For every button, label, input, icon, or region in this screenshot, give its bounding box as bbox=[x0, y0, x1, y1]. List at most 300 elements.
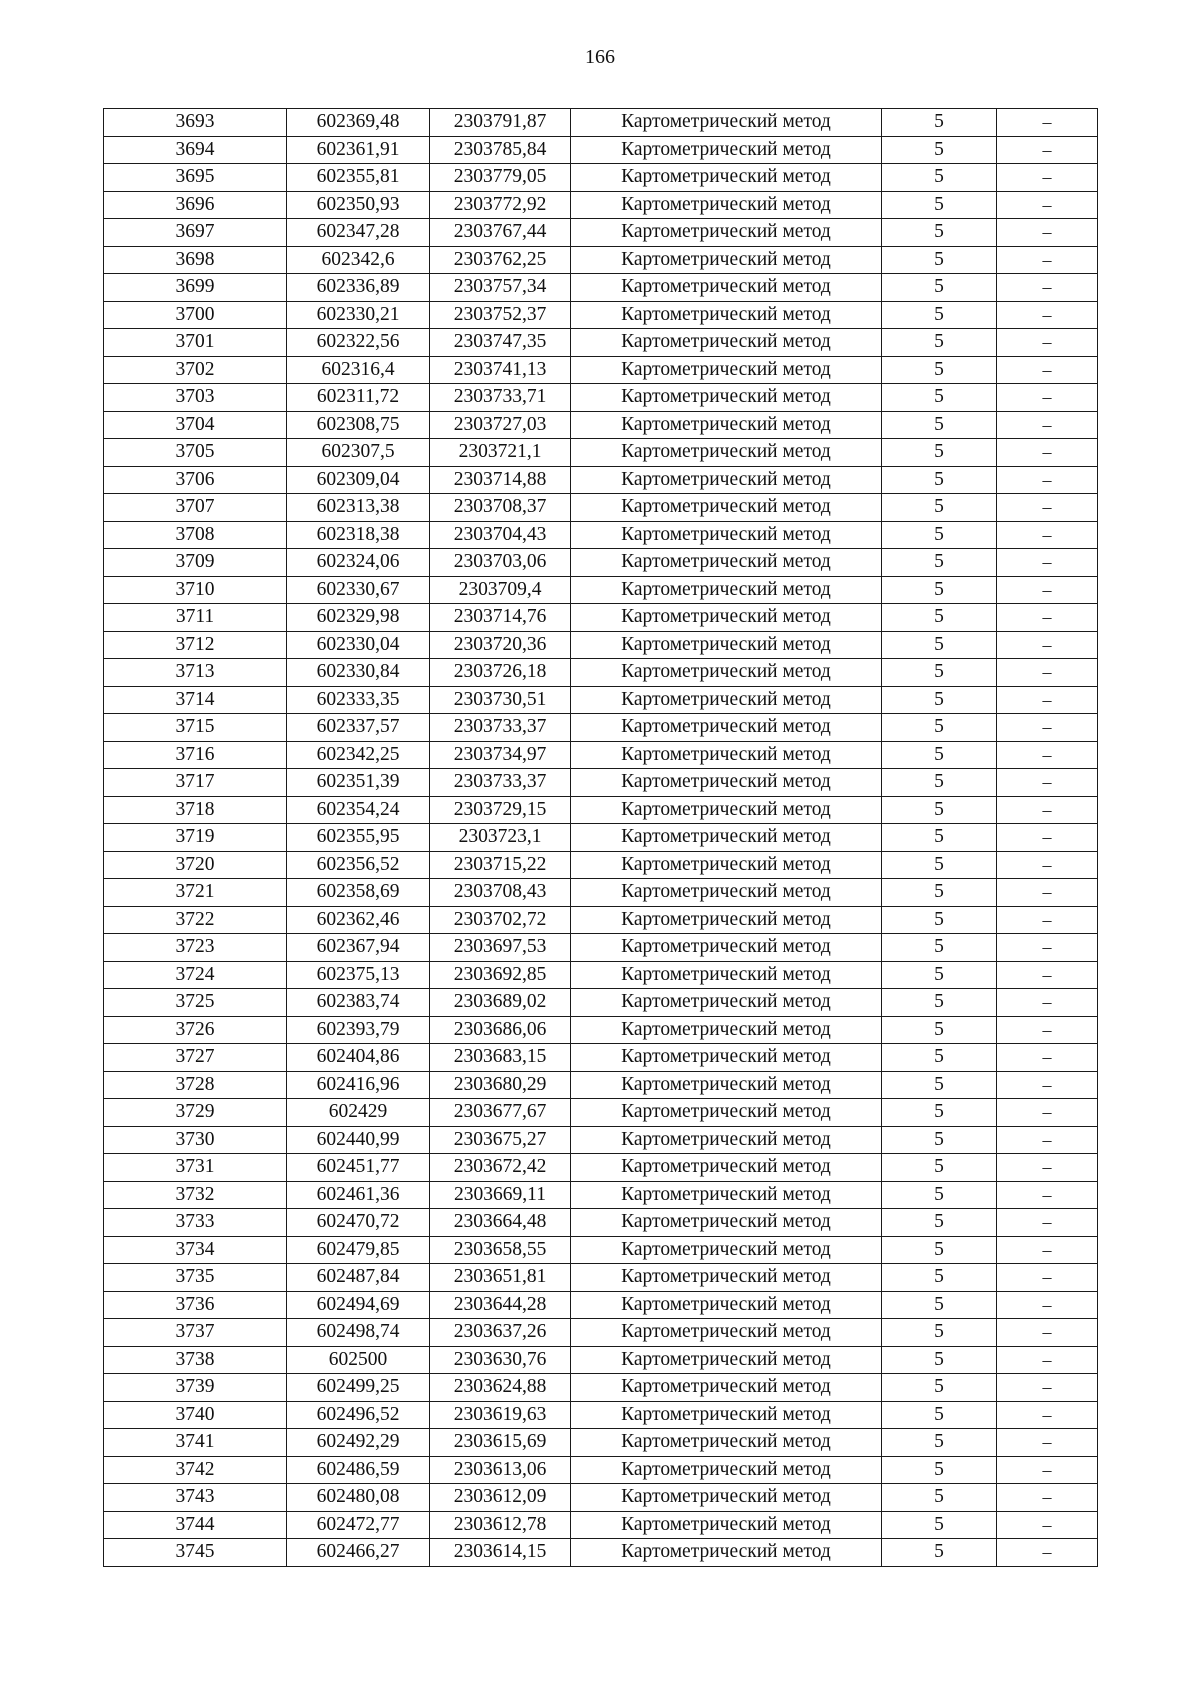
accuracy-cell: 5 bbox=[882, 411, 997, 439]
note-cell: – bbox=[997, 164, 1098, 192]
accuracy-cell: 5 bbox=[882, 521, 997, 549]
accuracy-cell: 5 bbox=[882, 604, 997, 632]
y-coordinate-cell: 2303644,28 bbox=[430, 1291, 571, 1319]
x-coordinate-cell: 602355,95 bbox=[287, 824, 430, 852]
table-row bbox=[104, 136, 1098, 164]
x-coordinate-cell: 602451,77 bbox=[287, 1154, 430, 1182]
point-number-cell: 3729 bbox=[104, 1099, 287, 1127]
accuracy-cell: 5 bbox=[882, 356, 997, 384]
accuracy-cell: 5 bbox=[882, 246, 997, 274]
x-coordinate-cell: 602492,29 bbox=[287, 1429, 430, 1457]
method-cell: Картометрический метод bbox=[571, 494, 882, 522]
x-coordinate-cell: 602494,69 bbox=[287, 1291, 430, 1319]
y-coordinate-cell: 2303714,88 bbox=[430, 466, 571, 494]
table-row bbox=[104, 1401, 1098, 1429]
note-cell: – bbox=[997, 274, 1098, 302]
accuracy-cell: 5 bbox=[882, 1264, 997, 1292]
point-number-cell: 3702 bbox=[104, 356, 287, 384]
point-number-cell: 3723 bbox=[104, 934, 287, 962]
point-number-cell: 3739 bbox=[104, 1374, 287, 1402]
y-coordinate-cell: 2303730,51 bbox=[430, 686, 571, 714]
point-number-cell: 3722 bbox=[104, 906, 287, 934]
y-coordinate-cell: 2303791,87 bbox=[430, 109, 571, 137]
point-number-cell: 3696 bbox=[104, 191, 287, 219]
point-number-cell: 3737 bbox=[104, 1319, 287, 1347]
note-cell: – bbox=[997, 466, 1098, 494]
accuracy-cell: 5 bbox=[882, 549, 997, 577]
method-cell: Картометрический метод bbox=[571, 439, 882, 467]
note-cell: – bbox=[997, 1044, 1098, 1072]
note-cell: – bbox=[997, 576, 1098, 604]
x-coordinate-cell: 602499,25 bbox=[287, 1374, 430, 1402]
method-cell: Картометрический метод bbox=[571, 411, 882, 439]
y-coordinate-cell: 2303680,29 bbox=[430, 1071, 571, 1099]
x-coordinate-cell: 602342,25 bbox=[287, 741, 430, 769]
x-coordinate-cell: 602487,84 bbox=[287, 1264, 430, 1292]
x-coordinate-cell: 602375,13 bbox=[287, 961, 430, 989]
table-row bbox=[104, 851, 1098, 879]
x-coordinate-cell: 602330,21 bbox=[287, 301, 430, 329]
y-coordinate-cell: 2303757,34 bbox=[430, 274, 571, 302]
point-number-cell: 3701 bbox=[104, 329, 287, 357]
note-cell: – bbox=[997, 356, 1098, 384]
coordinates-table bbox=[103, 108, 1098, 1567]
point-number-cell: 3714 bbox=[104, 686, 287, 714]
point-number-cell: 3740 bbox=[104, 1401, 287, 1429]
x-coordinate-cell: 602337,57 bbox=[287, 714, 430, 742]
note-cell: – bbox=[997, 1429, 1098, 1457]
accuracy-cell: 5 bbox=[882, 796, 997, 824]
table-row bbox=[104, 1071, 1098, 1099]
y-coordinate-cell: 2303752,37 bbox=[430, 301, 571, 329]
accuracy-cell: 5 bbox=[882, 1429, 997, 1457]
x-coordinate-cell: 602466,27 bbox=[287, 1539, 430, 1567]
point-number-cell: 3736 bbox=[104, 1291, 287, 1319]
point-number-cell: 3699 bbox=[104, 274, 287, 302]
note-cell: – bbox=[997, 1374, 1098, 1402]
accuracy-cell: 5 bbox=[882, 1539, 997, 1567]
table-row bbox=[104, 1319, 1098, 1347]
note-cell: – bbox=[997, 906, 1098, 934]
y-coordinate-cell: 2303658,55 bbox=[430, 1236, 571, 1264]
note-cell: – bbox=[997, 1484, 1098, 1512]
accuracy-cell: 5 bbox=[882, 1236, 997, 1264]
point-number-cell: 3744 bbox=[104, 1511, 287, 1539]
note-cell: – bbox=[997, 769, 1098, 797]
y-coordinate-cell: 2303637,26 bbox=[430, 1319, 571, 1347]
table-row bbox=[104, 1044, 1098, 1072]
accuracy-cell: 5 bbox=[882, 109, 997, 137]
table-row bbox=[104, 714, 1098, 742]
method-cell: Картометрический метод bbox=[571, 1264, 882, 1292]
y-coordinate-cell: 2303733,37 bbox=[430, 769, 571, 797]
method-cell: Картометрический метод bbox=[571, 934, 882, 962]
point-number-cell: 3730 bbox=[104, 1126, 287, 1154]
note-cell: – bbox=[997, 1291, 1098, 1319]
point-number-cell: 3731 bbox=[104, 1154, 287, 1182]
y-coordinate-cell: 2303723,1 bbox=[430, 824, 571, 852]
x-coordinate-cell: 602416,96 bbox=[287, 1071, 430, 1099]
x-coordinate-cell: 602324,06 bbox=[287, 549, 430, 577]
table-row bbox=[104, 686, 1098, 714]
accuracy-cell: 5 bbox=[882, 329, 997, 357]
point-number-cell: 3734 bbox=[104, 1236, 287, 1264]
note-cell: – bbox=[997, 521, 1098, 549]
accuracy-cell: 5 bbox=[882, 136, 997, 164]
note-cell: – bbox=[997, 1181, 1098, 1209]
table-row bbox=[104, 1374, 1098, 1402]
note-cell: – bbox=[997, 219, 1098, 247]
point-number-cell: 3735 bbox=[104, 1264, 287, 1292]
accuracy-cell: 5 bbox=[882, 659, 997, 687]
x-coordinate-cell: 602472,77 bbox=[287, 1511, 430, 1539]
note-cell: – bbox=[997, 631, 1098, 659]
table-body bbox=[104, 109, 1098, 1567]
method-cell: Картометрический метод bbox=[571, 1154, 882, 1182]
method-cell: Картометрический метод bbox=[571, 1346, 882, 1374]
table-row bbox=[104, 741, 1098, 769]
method-cell: Картометрический метод bbox=[571, 1401, 882, 1429]
table-row bbox=[104, 1126, 1098, 1154]
point-number-cell: 3728 bbox=[104, 1071, 287, 1099]
table-row bbox=[104, 439, 1098, 467]
method-cell: Картометрический метод bbox=[571, 1209, 882, 1237]
method-cell: Картометрический метод bbox=[571, 1126, 882, 1154]
method-cell: Картометрический метод bbox=[571, 989, 882, 1017]
accuracy-cell: 5 bbox=[882, 1016, 997, 1044]
method-cell: Картометрический метод bbox=[571, 384, 882, 412]
y-coordinate-cell: 2303715,22 bbox=[430, 851, 571, 879]
y-coordinate-cell: 2303741,13 bbox=[430, 356, 571, 384]
table-row bbox=[104, 1484, 1098, 1512]
note-cell: – bbox=[997, 934, 1098, 962]
method-cell: Картометрический метод bbox=[571, 769, 882, 797]
note-cell: – bbox=[997, 1099, 1098, 1127]
x-coordinate-cell: 602383,74 bbox=[287, 989, 430, 1017]
point-number-cell: 3727 bbox=[104, 1044, 287, 1072]
method-cell: Картометрический метод bbox=[571, 191, 882, 219]
point-number-cell: 3695 bbox=[104, 164, 287, 192]
method-cell: Картометрический метод bbox=[571, 1539, 882, 1567]
table-row bbox=[104, 521, 1098, 549]
x-coordinate-cell: 602318,38 bbox=[287, 521, 430, 549]
y-coordinate-cell: 2303733,71 bbox=[430, 384, 571, 412]
method-cell: Картометрический метод bbox=[571, 796, 882, 824]
method-cell: Картометрический метод bbox=[571, 1016, 882, 1044]
y-coordinate-cell: 2303677,67 bbox=[430, 1099, 571, 1127]
y-coordinate-cell: 2303612,78 bbox=[430, 1511, 571, 1539]
accuracy-cell: 5 bbox=[882, 191, 997, 219]
method-cell: Картометрический метод bbox=[571, 1099, 882, 1127]
x-coordinate-cell: 602500 bbox=[287, 1346, 430, 1374]
x-coordinate-cell: 602470,72 bbox=[287, 1209, 430, 1237]
x-coordinate-cell: 602361,91 bbox=[287, 136, 430, 164]
x-coordinate-cell: 602330,67 bbox=[287, 576, 430, 604]
x-coordinate-cell: 602333,35 bbox=[287, 686, 430, 714]
point-number-cell: 3741 bbox=[104, 1429, 287, 1457]
accuracy-cell: 5 bbox=[882, 1209, 997, 1237]
note-cell: – bbox=[997, 961, 1098, 989]
y-coordinate-cell: 2303767,44 bbox=[430, 219, 571, 247]
accuracy-cell: 5 bbox=[882, 1374, 997, 1402]
table-row bbox=[104, 1236, 1098, 1264]
y-coordinate-cell: 2303704,43 bbox=[430, 521, 571, 549]
accuracy-cell: 5 bbox=[882, 851, 997, 879]
note-cell: – bbox=[997, 109, 1098, 137]
accuracy-cell: 5 bbox=[882, 494, 997, 522]
note-cell: – bbox=[997, 411, 1098, 439]
table-row bbox=[104, 164, 1098, 192]
y-coordinate-cell: 2303703,06 bbox=[430, 549, 571, 577]
accuracy-cell: 5 bbox=[882, 1484, 997, 1512]
point-number-cell: 3738 bbox=[104, 1346, 287, 1374]
y-coordinate-cell: 2303624,88 bbox=[430, 1374, 571, 1402]
method-cell: Картометрический метод bbox=[571, 1181, 882, 1209]
y-coordinate-cell: 2303615,69 bbox=[430, 1429, 571, 1457]
table-row bbox=[104, 906, 1098, 934]
point-number-cell: 3708 bbox=[104, 521, 287, 549]
y-coordinate-cell: 2303721,1 bbox=[430, 439, 571, 467]
point-number-cell: 3733 bbox=[104, 1209, 287, 1237]
method-cell: Картометрический метод bbox=[571, 356, 882, 384]
table-row bbox=[104, 494, 1098, 522]
accuracy-cell: 5 bbox=[882, 824, 997, 852]
point-number-cell: 3721 bbox=[104, 879, 287, 907]
x-coordinate-cell: 602309,04 bbox=[287, 466, 430, 494]
note-cell: – bbox=[997, 879, 1098, 907]
method-cell: Картометрический метод bbox=[571, 1374, 882, 1402]
accuracy-cell: 5 bbox=[882, 1291, 997, 1319]
table-row bbox=[104, 549, 1098, 577]
accuracy-cell: 5 bbox=[882, 1511, 997, 1539]
method-cell: Картометрический метод bbox=[571, 961, 882, 989]
method-cell: Картометрический метод bbox=[571, 274, 882, 302]
method-cell: Картометрический метод bbox=[571, 879, 882, 907]
note-cell: – bbox=[997, 796, 1098, 824]
method-cell: Картометрический метод bbox=[571, 1511, 882, 1539]
y-coordinate-cell: 2303785,84 bbox=[430, 136, 571, 164]
method-cell: Картометрический метод bbox=[571, 549, 882, 577]
x-coordinate-cell: 602362,46 bbox=[287, 906, 430, 934]
y-coordinate-cell: 2303727,03 bbox=[430, 411, 571, 439]
y-coordinate-cell: 2303612,09 bbox=[430, 1484, 571, 1512]
accuracy-cell: 5 bbox=[882, 301, 997, 329]
method-cell: Картометрический метод bbox=[571, 164, 882, 192]
note-cell: – bbox=[997, 1346, 1098, 1374]
table-row bbox=[104, 934, 1098, 962]
table-row bbox=[104, 466, 1098, 494]
table-row bbox=[104, 1099, 1098, 1127]
y-coordinate-cell: 2303669,11 bbox=[430, 1181, 571, 1209]
note-cell: – bbox=[997, 1154, 1098, 1182]
accuracy-cell: 5 bbox=[882, 906, 997, 934]
accuracy-cell: 5 bbox=[882, 1401, 997, 1429]
point-number-cell: 3743 bbox=[104, 1484, 287, 1512]
accuracy-cell: 5 bbox=[882, 1346, 997, 1374]
method-cell: Картометрический метод bbox=[571, 1071, 882, 1099]
table-row bbox=[104, 329, 1098, 357]
method-cell: Картометрический метод bbox=[571, 136, 882, 164]
accuracy-cell: 5 bbox=[882, 1044, 997, 1072]
method-cell: Картометрический метод bbox=[571, 109, 882, 137]
point-number-cell: 3698 bbox=[104, 246, 287, 274]
x-coordinate-cell: 602311,72 bbox=[287, 384, 430, 412]
note-cell: – bbox=[997, 191, 1098, 219]
table-row bbox=[104, 879, 1098, 907]
y-coordinate-cell: 2303683,15 bbox=[430, 1044, 571, 1072]
x-coordinate-cell: 602479,85 bbox=[287, 1236, 430, 1264]
table-row bbox=[104, 824, 1098, 852]
table-row bbox=[104, 631, 1098, 659]
table-row bbox=[104, 1456, 1098, 1484]
table-row bbox=[104, 1154, 1098, 1182]
point-number-cell: 3715 bbox=[104, 714, 287, 742]
method-cell: Картометрический метод bbox=[571, 466, 882, 494]
y-coordinate-cell: 2303689,02 bbox=[430, 989, 571, 1017]
accuracy-cell: 5 bbox=[882, 989, 997, 1017]
note-cell: – bbox=[997, 1511, 1098, 1539]
point-number-cell: 3694 bbox=[104, 136, 287, 164]
note-cell: – bbox=[997, 1126, 1098, 1154]
x-coordinate-cell: 602316,4 bbox=[287, 356, 430, 384]
point-number-cell: 3716 bbox=[104, 741, 287, 769]
x-coordinate-cell: 602496,52 bbox=[287, 1401, 430, 1429]
note-cell: – bbox=[997, 301, 1098, 329]
method-cell: Картометрический метод bbox=[571, 659, 882, 687]
y-coordinate-cell: 2303619,63 bbox=[430, 1401, 571, 1429]
note-cell: – bbox=[997, 824, 1098, 852]
method-cell: Картометрический метод bbox=[571, 741, 882, 769]
x-coordinate-cell: 602356,52 bbox=[287, 851, 430, 879]
table-row bbox=[104, 219, 1098, 247]
note-cell: – bbox=[997, 989, 1098, 1017]
x-coordinate-cell: 602347,28 bbox=[287, 219, 430, 247]
note-cell: – bbox=[997, 851, 1098, 879]
accuracy-cell: 5 bbox=[882, 714, 997, 742]
y-coordinate-cell: 2303729,15 bbox=[430, 796, 571, 824]
point-number-cell: 3718 bbox=[104, 796, 287, 824]
method-cell: Картометрический метод bbox=[571, 219, 882, 247]
x-coordinate-cell: 602393,79 bbox=[287, 1016, 430, 1044]
accuracy-cell: 5 bbox=[882, 1456, 997, 1484]
y-coordinate-cell: 2303630,76 bbox=[430, 1346, 571, 1374]
point-number-cell: 3700 bbox=[104, 301, 287, 329]
accuracy-cell: 5 bbox=[882, 934, 997, 962]
method-cell: Картометрический метод bbox=[571, 1044, 882, 1072]
point-number-cell: 3732 bbox=[104, 1181, 287, 1209]
x-coordinate-cell: 602342,6 bbox=[287, 246, 430, 274]
y-coordinate-cell: 2303664,48 bbox=[430, 1209, 571, 1237]
method-cell: Картометрический метод bbox=[571, 1484, 882, 1512]
x-coordinate-cell: 602480,08 bbox=[287, 1484, 430, 1512]
note-cell: – bbox=[997, 1264, 1098, 1292]
point-number-cell: 3693 bbox=[104, 109, 287, 137]
y-coordinate-cell: 2303708,37 bbox=[430, 494, 571, 522]
x-coordinate-cell: 602486,59 bbox=[287, 1456, 430, 1484]
accuracy-cell: 5 bbox=[882, 439, 997, 467]
accuracy-cell: 5 bbox=[882, 1071, 997, 1099]
x-coordinate-cell: 602329,98 bbox=[287, 604, 430, 632]
y-coordinate-cell: 2303762,25 bbox=[430, 246, 571, 274]
note-cell: – bbox=[997, 714, 1098, 742]
method-cell: Картометрический метод bbox=[571, 576, 882, 604]
note-cell: – bbox=[997, 439, 1098, 467]
point-number-cell: 3704 bbox=[104, 411, 287, 439]
y-coordinate-cell: 2303702,72 bbox=[430, 906, 571, 934]
y-coordinate-cell: 2303709,4 bbox=[430, 576, 571, 604]
accuracy-cell: 5 bbox=[882, 1154, 997, 1182]
note-cell: – bbox=[997, 1209, 1098, 1237]
y-coordinate-cell: 2303692,85 bbox=[430, 961, 571, 989]
note-cell: – bbox=[997, 604, 1098, 632]
point-number-cell: 3703 bbox=[104, 384, 287, 412]
method-cell: Картометрический метод bbox=[571, 851, 882, 879]
accuracy-cell: 5 bbox=[882, 686, 997, 714]
page-number: 166 bbox=[585, 46, 615, 68]
point-number-cell: 3719 bbox=[104, 824, 287, 852]
table-row bbox=[104, 796, 1098, 824]
y-coordinate-cell: 2303614,15 bbox=[430, 1539, 571, 1567]
point-number-cell: 3707 bbox=[104, 494, 287, 522]
accuracy-cell: 5 bbox=[882, 576, 997, 604]
y-coordinate-cell: 2303734,97 bbox=[430, 741, 571, 769]
point-number-cell: 3706 bbox=[104, 466, 287, 494]
x-coordinate-cell: 602355,81 bbox=[287, 164, 430, 192]
table-row bbox=[104, 604, 1098, 632]
point-number-cell: 3742 bbox=[104, 1456, 287, 1484]
accuracy-cell: 5 bbox=[882, 466, 997, 494]
x-coordinate-cell: 602322,56 bbox=[287, 329, 430, 357]
y-coordinate-cell: 2303672,42 bbox=[430, 1154, 571, 1182]
x-coordinate-cell: 602461,36 bbox=[287, 1181, 430, 1209]
method-cell: Картометрический метод bbox=[571, 604, 882, 632]
accuracy-cell: 5 bbox=[882, 384, 997, 412]
note-cell: – bbox=[997, 246, 1098, 274]
accuracy-cell: 5 bbox=[882, 961, 997, 989]
table-row bbox=[104, 1291, 1098, 1319]
table-row bbox=[104, 576, 1098, 604]
accuracy-cell: 5 bbox=[882, 741, 997, 769]
note-cell: – bbox=[997, 494, 1098, 522]
point-number-cell: 3717 bbox=[104, 769, 287, 797]
note-cell: – bbox=[997, 329, 1098, 357]
x-coordinate-cell: 602330,04 bbox=[287, 631, 430, 659]
point-number-cell: 3725 bbox=[104, 989, 287, 1017]
point-number-cell: 3720 bbox=[104, 851, 287, 879]
x-coordinate-cell: 602369,48 bbox=[287, 109, 430, 137]
method-cell: Картометрический метод bbox=[571, 1236, 882, 1264]
accuracy-cell: 5 bbox=[882, 631, 997, 659]
y-coordinate-cell: 2303697,53 bbox=[430, 934, 571, 962]
y-coordinate-cell: 2303708,43 bbox=[430, 879, 571, 907]
x-coordinate-cell: 602358,69 bbox=[287, 879, 430, 907]
y-coordinate-cell: 2303733,37 bbox=[430, 714, 571, 742]
method-cell: Картометрический метод bbox=[571, 301, 882, 329]
note-cell: – bbox=[997, 1319, 1098, 1347]
table-row bbox=[104, 109, 1098, 137]
point-number-cell: 3705 bbox=[104, 439, 287, 467]
accuracy-cell: 5 bbox=[882, 769, 997, 797]
note-cell: – bbox=[997, 1539, 1098, 1567]
table-row bbox=[104, 1346, 1098, 1374]
table-row bbox=[104, 274, 1098, 302]
table-row bbox=[104, 301, 1098, 329]
point-number-cell: 3710 bbox=[104, 576, 287, 604]
table-row bbox=[104, 769, 1098, 797]
point-number-cell: 3711 bbox=[104, 604, 287, 632]
point-number-cell: 3745 bbox=[104, 1539, 287, 1567]
table-row bbox=[104, 961, 1098, 989]
